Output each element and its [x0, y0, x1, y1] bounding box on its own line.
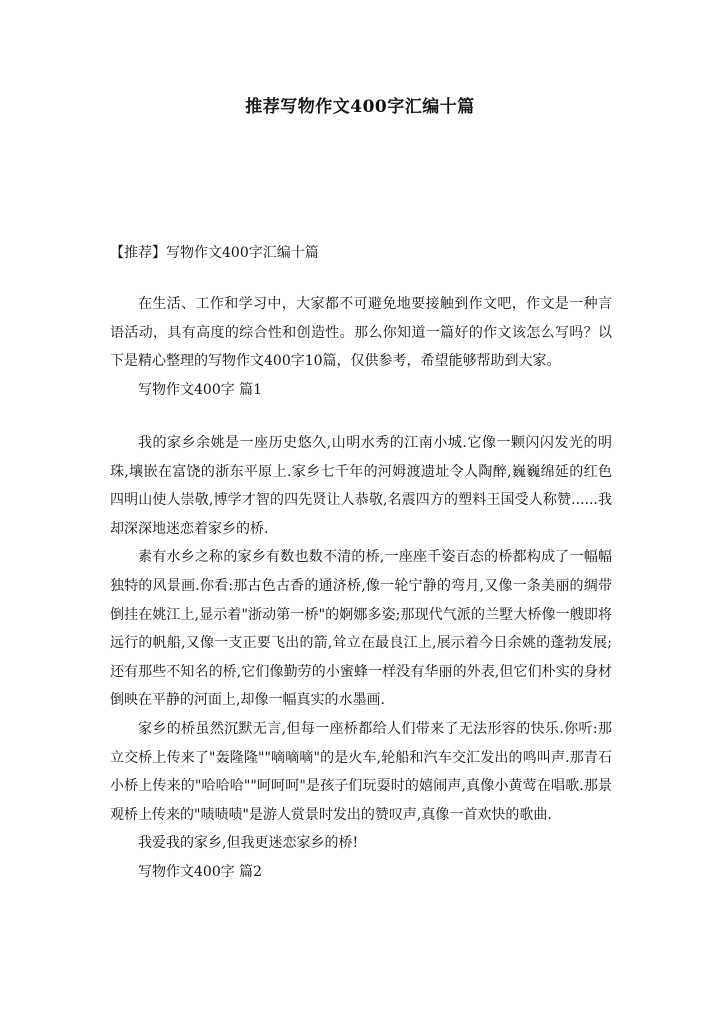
body-paragraph: 我爱我的家乡,但我更迷恋家乡的桥! — [138, 835, 359, 852]
subtitle: 【推荐】写物作文400字汇编十篇 — [110, 245, 319, 261]
section-heading-1: 写物作文400字 篇1 — [138, 381, 263, 398]
body-paragraph: 家乡的桥虽然沉默无言,但每一座桥都给人们带来了无法形容的快乐.你听:那立交桥上传来了"轰隆隆""嘀嘀嘀"的是火车,轮船和汽车交汇发出的鸣叫声.那青石小桥上传来的"哈哈哈""呵呵呵"是孩子们玩耍时的嬉闹声,真像小黄莺在唱歌.那景观桥上传来的"啧啧啧"是游人赏景时发出的赞叹声,真像一首欢快的歌曲. — [110, 720, 612, 823]
body-paragraph: 我的家乡余姚是一座历史悠久,山明水秀的江南小城.它像一颗闪闪发光的明珠,壤嵌在富饶的浙东平原上.家乡七千年的河姆渡遗址令人陶醉,巍巍绵延的红色四明山使人崇敬,博学才智的四先贤让人恭敬,名震四方的塑料王国受人称赞......我却深深地迷恋着家乡的桥. — [110, 435, 612, 537]
intro-paragraph: 在生活、工作和学习中，大家都不可避免地要接触到作文吧，作文是一种言语活动，具有高度的综合性和创造性。那么你知道一篇好的作文该怎么写吗？以下是精心整理的写物作文400字10篇，仅供参考，希望能够帮助到大家。 — [110, 296, 612, 370]
section-heading-2: 写物作文400字 篇2 — [138, 863, 263, 880]
body-paragraph: 素有水乡之称的家乡有数也数不清的桥,一座座千姿百态的桥都构成了一幅幅独特的风景画.你看:那古色古香的通济桥,像一轮宁静的弯月,又像一条美丽的绸带倒挂在姚江上,显示着"浙动第一桥"的婀娜多姿;那现代气派的兰墅大桥像一艘即将远行的帆船,又像一支正要飞出的箭,耸立在最良江上,展示着今日余姚的蓬勃发展;还有那些不知名的桥,它们像勤劳的小蜜蜂一样没有华丽的外表,但它们朴实的身材倒映在平静的河面上,却像一幅真实的水墨画. — [110, 549, 612, 709]
document-title: 推荐写物作文400字汇编十篇 — [245, 97, 475, 117]
